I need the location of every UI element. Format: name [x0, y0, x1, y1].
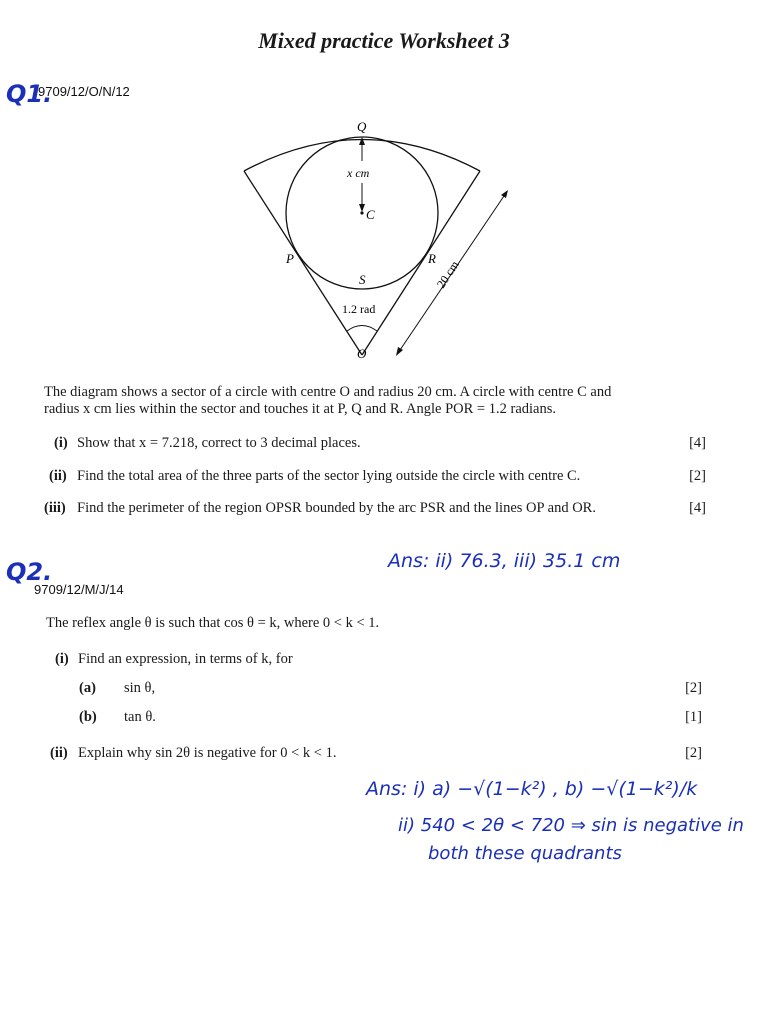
label-o: O — [357, 346, 367, 361]
sector-diagram — [230, 115, 540, 365]
label-radius: 20 cm — [433, 258, 462, 291]
label-c: C — [366, 207, 375, 222]
q1-text-line-1: The diagram shows a sector of a circle with centre O and radius 20 cm. A circle with centre C and — [44, 384, 612, 400]
label-r: R — [428, 251, 436, 266]
label-angle: 1.2 rad — [342, 302, 376, 316]
q2-part-1-text: Find an expression, in terms of k, for — [78, 651, 293, 667]
q2-handwritten-answer-2: ii) 540 < 2θ < 720 ⇒ sin is negative in — [398, 815, 744, 836]
q2-paper-code: 9709/12/M/J/14 — [34, 582, 124, 597]
q2-sub-b-marks: [1] — [685, 709, 702, 725]
q2-intro: The reflex angle θ is such that cos θ = k, where 0 < k < 1. — [46, 615, 380, 631]
q2-sub-a-text: sin θ, — [124, 680, 156, 696]
label-q: Q — [357, 119, 367, 134]
q2-part-1-num: (i) — [55, 651, 69, 667]
q1-paper-code: 9709/12/O/N/12 — [38, 84, 130, 99]
label-x-cm: x cm — [347, 166, 370, 180]
q2-part-2-text: Explain why sin 2θ is negative for 0 < k < 1. — [78, 745, 337, 761]
q1-part-1-text: Show that x = 7.218, correct to 3 decimal places. — [77, 435, 361, 451]
q1-part-1-marks: [4] — [689, 435, 706, 451]
q2-sub-b-text: tan θ. — [124, 709, 156, 725]
q2-sub-a-num: (a) — [79, 680, 96, 696]
q2-part-2-num: (ii) — [50, 745, 68, 761]
label-s: S — [359, 272, 366, 287]
q1-text-line-2: radius x cm lies within the sector and touches it at P, Q and R. Angle POR = 1.2 radians. — [44, 401, 556, 417]
label-p: P — [286, 251, 294, 266]
q1-part-2-num: (ii) — [49, 468, 67, 484]
q2-handwritten-answer-3: both these quadrants — [428, 843, 622, 864]
q2-sub-b-num: (b) — [79, 709, 97, 725]
page-title: Mixed practice Worksheet 3 — [258, 28, 510, 53]
q2-part-2-marks: [2] — [685, 745, 702, 761]
q1-hand-label: Q1. — [6, 80, 53, 108]
q1-part-2-marks: [2] — [689, 468, 706, 484]
q1-part-3-num: (iii) — [44, 500, 66, 516]
q1-part-2-text: Find the total area of the three parts of the sector lying outside the circle with centre C. — [77, 468, 581, 484]
q1-part-3-marks: [4] — [689, 500, 706, 516]
q1-part-1-num: (i) — [54, 435, 68, 451]
q1-part-3-text: Find the perimeter of the region OPSR bounded by the arc PSR and the lines OP and OR. — [77, 500, 596, 516]
q2-sub-a-marks: [2] — [685, 680, 702, 696]
q1-handwritten-answer: Ans: ii) 76.3, iii) 35.1 cm — [388, 550, 621, 572]
q2-handwritten-answer-1: Ans: i) a) −√(1−k²) , b) −√(1−k²)/k — [366, 778, 698, 800]
q2-hand-label: Q2. — [6, 558, 53, 586]
